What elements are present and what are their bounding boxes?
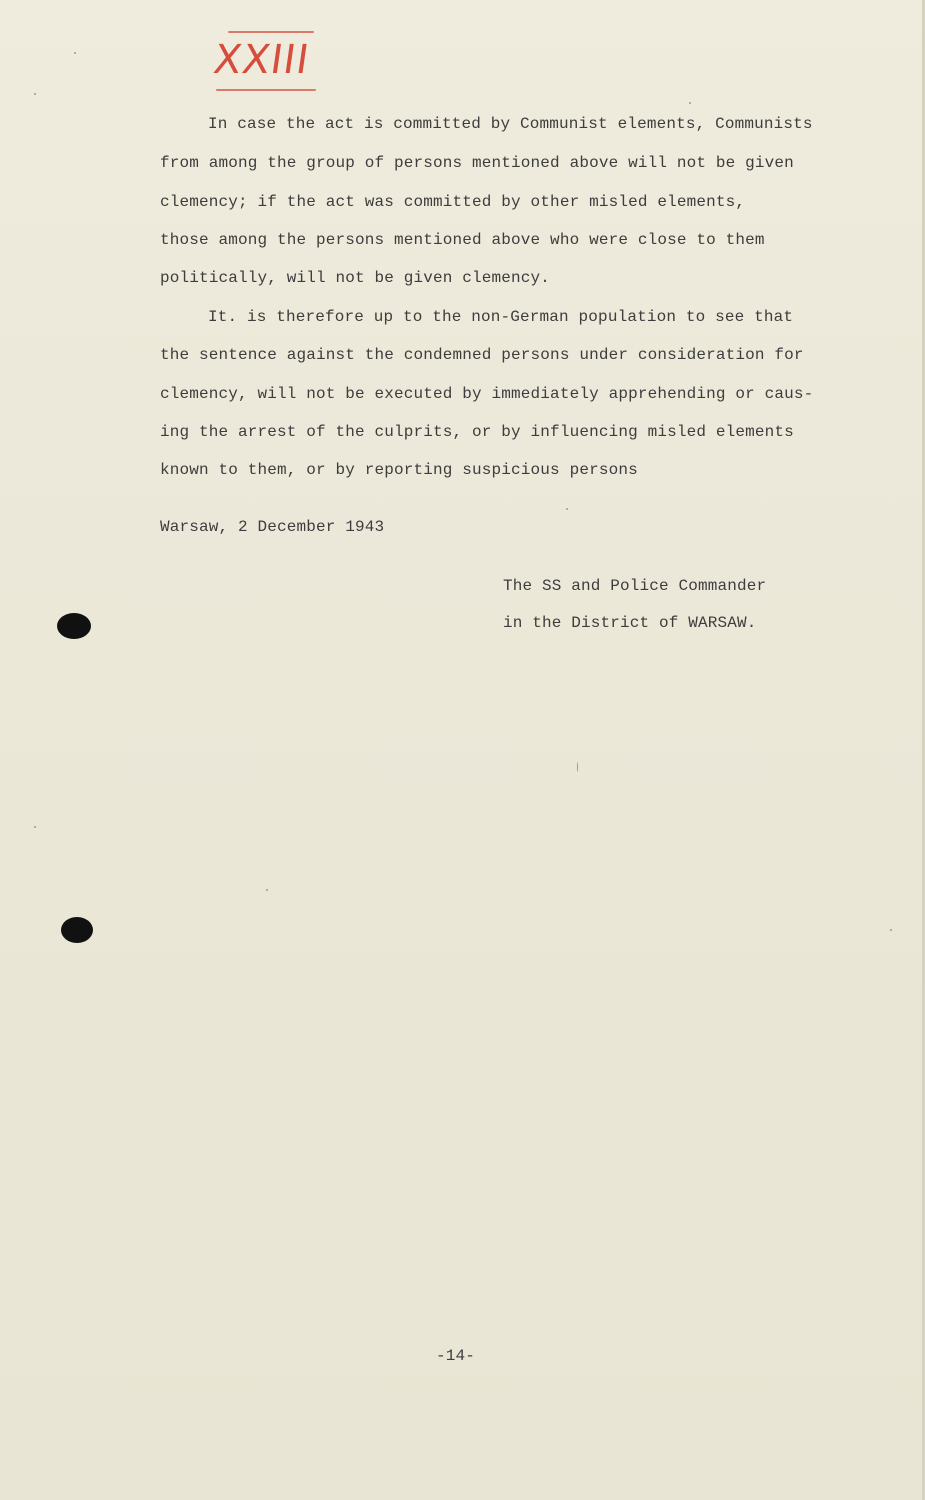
- stamp-underline-bottom: [216, 89, 316, 91]
- paper-speck: [34, 93, 36, 95]
- paper-speck: [74, 52, 76, 54]
- paragraph1-line-2: from among the group of persons mentioned above will not be given: [160, 154, 794, 172]
- stamp-underline-top: [228, 31, 314, 33]
- paragraph1-line-4: those among the persons mentioned above who were close to them: [160, 231, 765, 249]
- paper-speck: [689, 102, 691, 104]
- paragraph1-line-1: In case the act is committed by Communist elements, Communists: [208, 115, 813, 133]
- paragraph2-line-5: known to them, or by reporting suspicious persons: [160, 461, 638, 479]
- place-date: Warsaw, 2 December 1943: [160, 518, 385, 536]
- signature-line-2: in the District of WARSAW.: [503, 614, 757, 632]
- paragraph1-line-3: clemency; if the act was committed by other misled elements,: [160, 193, 746, 211]
- page-number: -14-: [436, 1347, 476, 1365]
- punch-hole-bottom: [61, 917, 93, 943]
- paragraph2-line-1: It. is therefore up to the non-German population to see that: [208, 308, 794, 326]
- punch-hole-top: [57, 613, 91, 639]
- paragraph2-line-4: ing the arrest of the culprits, or by influencing misled elements: [160, 423, 794, 441]
- paper-speck: [266, 889, 268, 891]
- paper-speck: [566, 508, 568, 510]
- paper-speck: [34, 826, 36, 828]
- paper-speck: [890, 929, 892, 931]
- stamp-roman-numeral: XXIII: [210, 37, 313, 83]
- paragraph1-line-5: politically, will not be given clemency.: [160, 269, 551, 287]
- paper-speck: [577, 762, 578, 772]
- paragraph2-line-3: clemency, will not be executed by immediately apprehending or caus-: [160, 385, 814, 403]
- signature-line-1: The SS and Police Commander: [503, 577, 767, 595]
- paragraph2-line-2: the sentence against the condemned persons under consideration for: [160, 346, 804, 364]
